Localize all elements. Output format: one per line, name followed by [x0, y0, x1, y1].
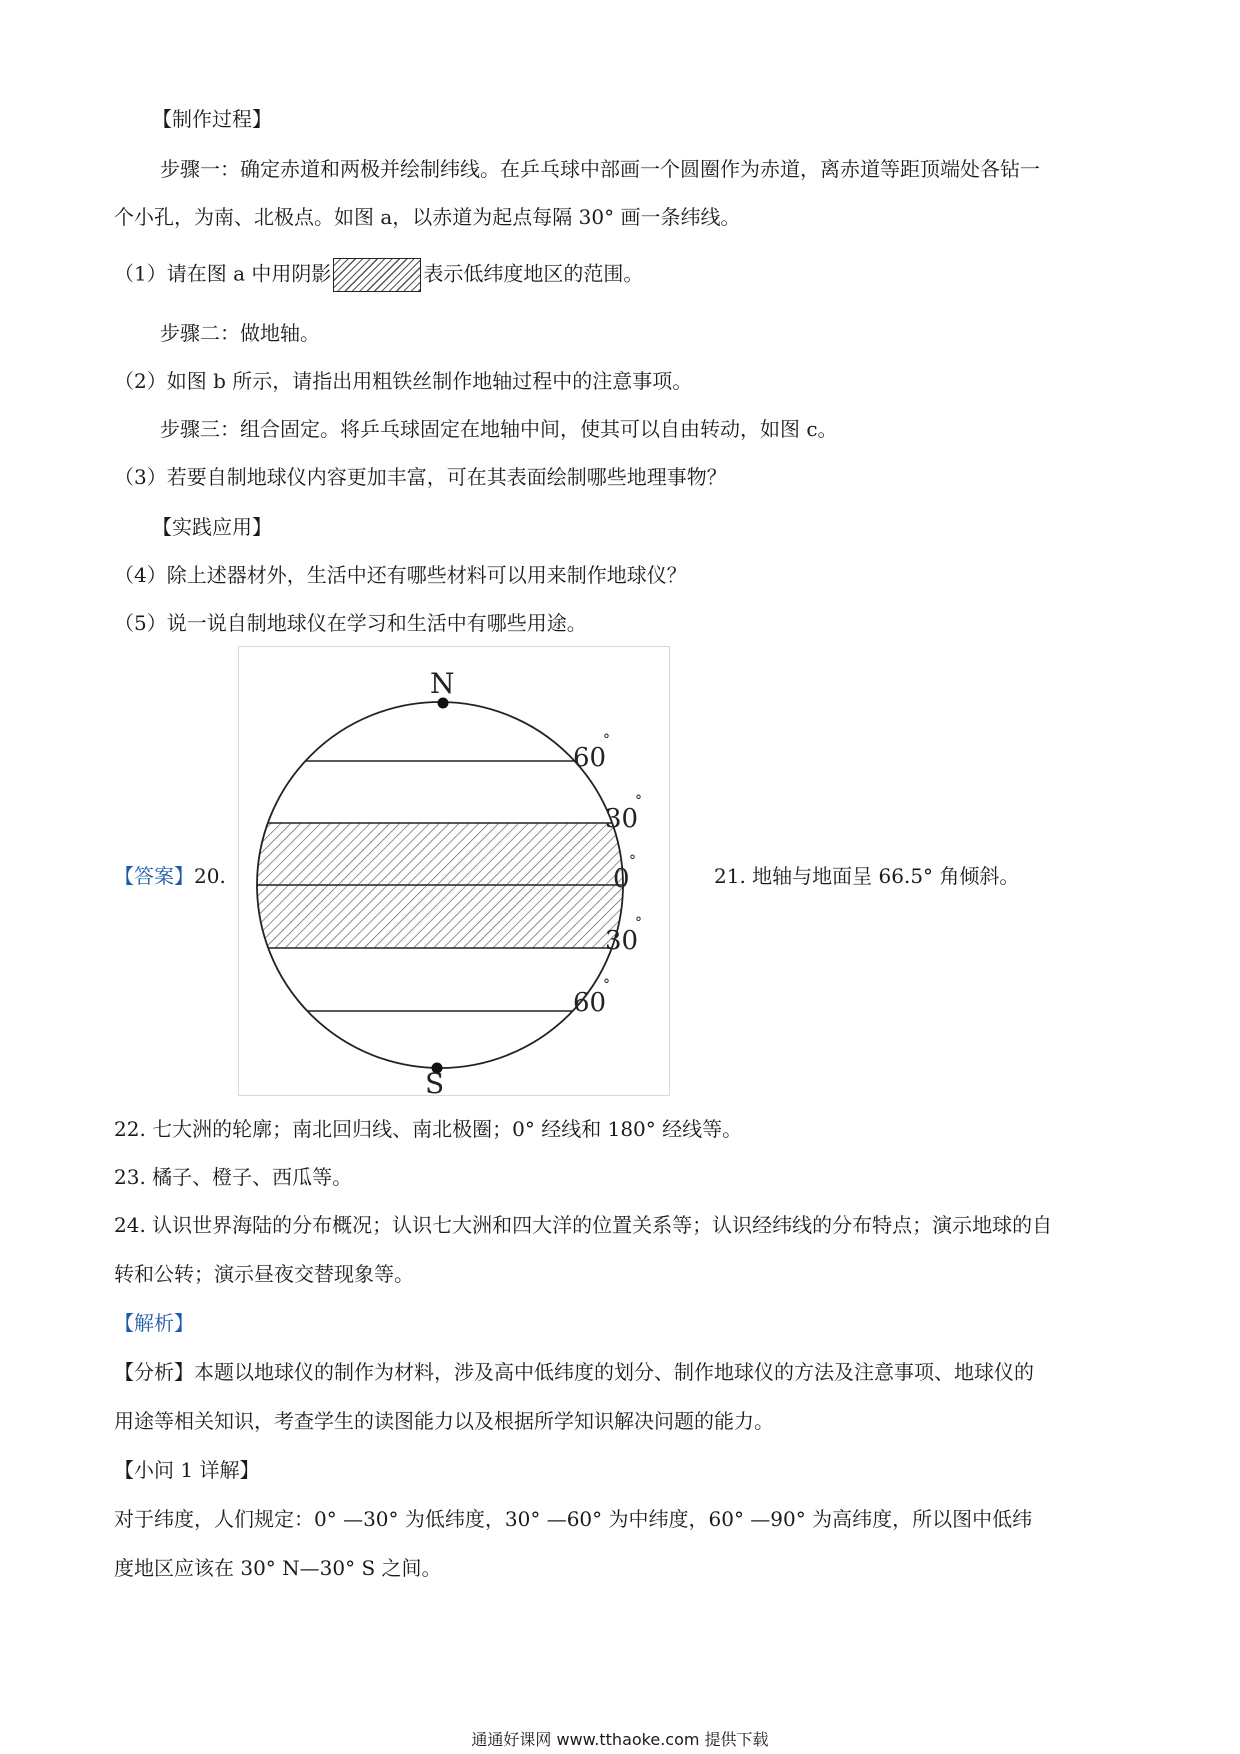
lat-label-0-degree: ° — [629, 853, 636, 869]
answer-24-line2: 转和公转；演示昼夜交替现象等。 — [114, 1262, 414, 1286]
answer-23: 23. 橘子、橙子、西瓜等。 — [114, 1165, 353, 1189]
lat-label-60n-degree: ° — [603, 732, 610, 748]
question-4: （4）除上述器材外，生活中还有哪些材料可以用来制作地球仪？ — [114, 563, 687, 587]
answer-20-label — [114, 862, 226, 890]
step3: 步骤三：组合固定。将乒乓球固定在地轴中间，使其可以自由转动，如图 c。 — [160, 417, 838, 441]
detail-heading: 【小问 1 详解】 — [114, 1458, 260, 1482]
lat-label-60s-degree: ° — [603, 977, 610, 993]
lat-label-60s: 60 — [573, 988, 607, 1018]
footer: 通通好课网 www.tthaoke.com 提供下载 — [471, 1730, 769, 1749]
question-5: （5）说一说自制地球仪在学习和生活中有哪些用途。 — [114, 611, 587, 635]
analysis-line1: 【分析】本题以地球仪的制作为材料，涉及高中低纬度的划分、制作地球仪的方法及注意事项、地球仪的 — [114, 1360, 1034, 1384]
hatch-swatch — [333, 258, 421, 292]
step1-line1: 步骤一：确定赤道和两极并绘制纬线。在乒乓球中部画一个圆圈作为赤道，离赤道等距顶端处各钻一 — [160, 157, 1040, 181]
question-1-after: 表示低纬度地区的范围。 — [423, 261, 644, 286]
answer-tag: 【答案】 — [114, 864, 194, 888]
lat-label-30n: 30 — [605, 804, 639, 834]
answer-21: 21. 地轴与地面呈 66.5° 角倾斜。 — [714, 864, 1020, 888]
step1-line2: 个小孔，为南、北极点。如图 a，以赤道为起点每隔 30° 画一条纬线。 — [114, 205, 741, 229]
analysis-line2: 用途等相关知识，考查学生的读图能力以及根据所学知识解决问题的能力。 — [114, 1409, 774, 1433]
north-label: N — [430, 667, 455, 700]
globe-figure-a — [238, 646, 670, 1096]
lat-label-60n: 60 — [573, 743, 607, 773]
lat-label-0: 0 — [613, 864, 630, 894]
south-label: S — [425, 1067, 445, 1097]
lat-label-30n-degree: ° — [635, 793, 642, 809]
detail-line1: 对于纬度，人们规定：0° —30° 为低纬度，30° —60° 为中纬度，60° —90° 为高纬度，所以图中低纬 — [114, 1507, 1033, 1531]
question-1 — [114, 258, 643, 292]
heading-practice: 【实践应用】 — [152, 515, 272, 539]
lat-label-30s: 30 — [605, 926, 639, 956]
step2: 步骤二：做地轴。 — [160, 321, 320, 345]
question-1-before: （1）请在图 a 中用阴影 — [114, 261, 332, 286]
question-2: （2）如图 b 所示，请指出用粗铁丝制作地轴过程中的注意事项。 — [114, 369, 693, 393]
heading-process: 【制作过程】 — [152, 107, 272, 131]
globe-diagram — [239, 647, 671, 1097]
answer-22: 22. 七大洲的轮廓；南北回归线、南北极圈；0° 经线和 180° 经线等。 — [114, 1117, 743, 1141]
lat-label-30s-degree: ° — [635, 915, 642, 931]
question-3: （3）若要自制地球仪内容更加丰富，可在其表面绘制哪些地理事物？ — [114, 465, 727, 489]
detail-line2: 度地区应该在 30° N—30° S 之间。 — [114, 1556, 442, 1580]
analysis-tag: 【解析】 — [114, 1311, 194, 1335]
answer-20-number: 20. — [194, 864, 226, 888]
answer-24-line1: 24. 认识世界海陆的分布概况；认识七大洲和四大洋的位置关系等；认识经纬线的分布特点；演示地球的自 — [114, 1213, 1053, 1237]
